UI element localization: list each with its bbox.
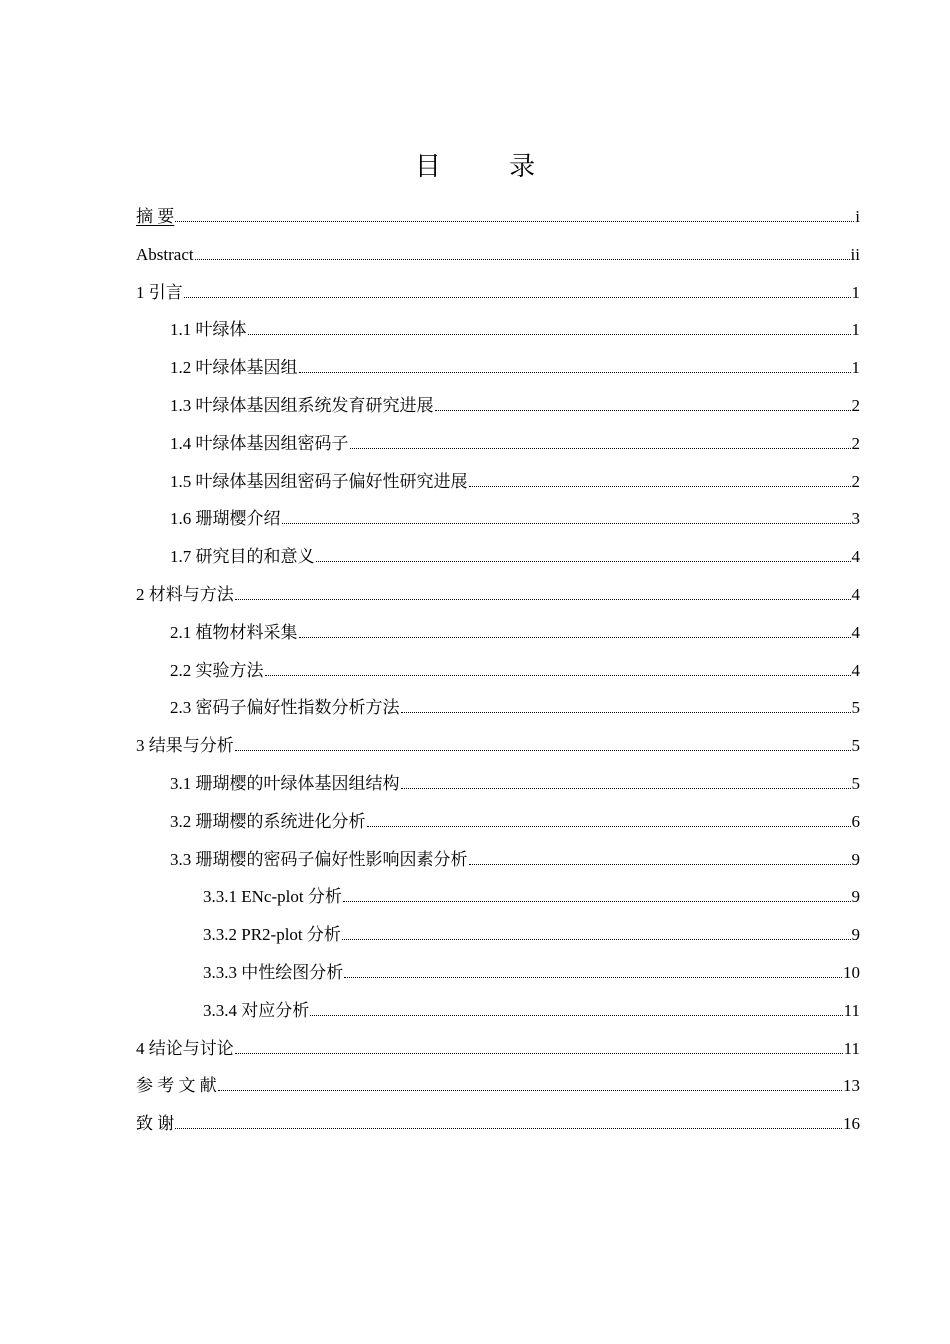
toc-dot-leader xyxy=(265,675,851,676)
toc-entry[interactable] xyxy=(136,1030,860,1068)
toc-dot-leader xyxy=(316,561,851,562)
toc-dot-leader xyxy=(175,1128,842,1129)
toc-dot-leader xyxy=(310,1015,842,1016)
toc-entry-page-number: 3 xyxy=(851,509,860,529)
toc-entry-label: 参 考 文 献 xyxy=(136,1076,217,1096)
toc-entry-page-number: 10 xyxy=(843,962,860,982)
toc-entry[interactable] xyxy=(136,500,860,538)
toc-entry-page-number: 16 xyxy=(843,1114,860,1134)
toc-entry[interactable] xyxy=(136,803,860,841)
toc-entry-page-number: 9 xyxy=(851,849,860,869)
toc-dot-leader xyxy=(343,901,851,902)
toc-entry[interactable] xyxy=(136,576,860,614)
toc-entry-page-number: 5 xyxy=(851,736,860,756)
toc-entry[interactable] xyxy=(136,463,860,501)
toc-dot-leader xyxy=(469,864,851,865)
toc-entry-page-number: ii xyxy=(850,244,860,264)
toc-entry-page-number: 5 xyxy=(851,773,860,793)
toc-entry-page-number: 2 xyxy=(851,471,860,491)
toc-dot-leader xyxy=(401,712,851,713)
toc-entry-label: 2 材料与方法 xyxy=(136,584,234,604)
toc-entry-label: 3.1 珊瑚樱的叶绿体基因组结构 xyxy=(170,773,400,793)
toc-entry-label: Abstract xyxy=(136,244,194,264)
toc-dot-leader xyxy=(469,486,851,487)
toc-dot-leader xyxy=(175,221,854,222)
toc-dot-leader xyxy=(235,599,851,600)
toc-entry-label: 致 谢 xyxy=(136,1114,175,1134)
toc-entry-label: 摘 要 xyxy=(136,207,175,226)
toc-entry-page-number: 9 xyxy=(851,925,860,945)
toc-entry[interactable] xyxy=(136,727,860,765)
toc-entry-label: 3.3.2 PR2-plot 分析 xyxy=(203,925,341,945)
toc-entry-page-number: 4 xyxy=(851,622,860,642)
toc-entry-page-number: 2 xyxy=(851,433,860,453)
toc-entry-page-number: 4 xyxy=(851,584,860,604)
toc-entry[interactable] xyxy=(136,689,860,727)
toc-entry-label: 3.3 珊瑚樱的密码子偏好性影响因素分析 xyxy=(170,849,468,869)
toc-dot-leader xyxy=(344,977,842,978)
toc-entry-page-number: 11 xyxy=(843,1000,860,1020)
toc-entry-label: 1.1 叶绿体 xyxy=(170,320,247,340)
toc-entry-page-number: 4 xyxy=(851,547,860,567)
toc-entry-label: 3.3.4 对应分析 xyxy=(203,1000,310,1020)
toc-entry[interactable] xyxy=(136,387,860,425)
toc-entry-page-number: i xyxy=(855,207,860,226)
toc-entry-label: 1.3 叶绿体基因组系统发育研究进展 xyxy=(170,395,434,415)
toc-dot-leader xyxy=(282,523,851,524)
toc-entry[interactable] xyxy=(136,916,860,954)
toc-entry[interactable] xyxy=(136,878,860,916)
toc-entry[interactable] xyxy=(136,992,860,1030)
toc-entry[interactable] xyxy=(136,1067,860,1105)
toc-entry[interactable] xyxy=(136,954,860,992)
toc-entry[interactable] xyxy=(136,538,860,576)
toc-entry[interactable] xyxy=(136,198,860,236)
toc-entry-label: 1.4 叶绿体基因组密码子 xyxy=(170,433,349,453)
toc-entry-label: 1.7 研究目的和意义 xyxy=(170,547,315,567)
toc-entry-label: 3 结果与分析 xyxy=(136,736,234,756)
toc-title: 目 录 xyxy=(414,152,566,182)
toc-entry-label: 2.2 实验方法 xyxy=(170,660,264,680)
toc-entry-page-number: 9 xyxy=(851,887,860,907)
toc-dot-leader xyxy=(299,637,851,638)
toc-entry[interactable] xyxy=(136,311,860,349)
toc-entry-page-number: 13 xyxy=(843,1076,860,1096)
toc-entry-label: 2.1 植物材料采集 xyxy=(170,622,298,642)
toc-entry-page-number: 1 xyxy=(851,358,860,378)
toc-entry-label: 3.3.3 中性绘图分析 xyxy=(203,962,344,982)
toc-entry[interactable] xyxy=(136,274,860,312)
toc-dot-leader xyxy=(401,788,851,789)
toc-entry[interactable] xyxy=(136,349,860,387)
toc-dot-leader xyxy=(435,410,851,411)
toc-entry-page-number: 1 xyxy=(851,320,860,340)
toc-entry[interactable] xyxy=(136,1105,860,1143)
toc-dot-leader xyxy=(235,1053,843,1054)
toc-entry-page-number: 1 xyxy=(851,282,860,302)
toc-entry-page-number: 2 xyxy=(851,395,860,415)
toc-entry[interactable] xyxy=(136,765,860,803)
toc-entry-label: 2.3 密码子偏好性指数分析方法 xyxy=(170,698,400,718)
toc-entry[interactable] xyxy=(136,652,860,690)
toc-entry[interactable] xyxy=(136,614,860,652)
toc-entry-label: 1.5 叶绿体基因组密码子偏好性研究进展 xyxy=(170,471,468,491)
toc-entry-page-number: 5 xyxy=(851,698,860,718)
toc-entry[interactable] xyxy=(136,425,860,463)
toc-entry-label: 1.2 叶绿体基因组 xyxy=(170,358,298,378)
toc-entry-label: 1.6 珊瑚樱介绍 xyxy=(170,509,281,529)
toc-entry-page-number: 11 xyxy=(843,1038,860,1058)
toc-entry[interactable] xyxy=(136,841,860,879)
toc-dot-leader xyxy=(367,826,851,827)
toc-dot-leader xyxy=(184,297,851,298)
toc-dot-leader xyxy=(342,939,851,940)
toc-dot-leader xyxy=(195,259,850,260)
toc-dot-leader xyxy=(235,750,851,751)
toc-list xyxy=(136,198,860,1143)
toc-entry[interactable] xyxy=(136,236,860,274)
toc-entry-label: 3.3.1 ENc-plot 分析 xyxy=(203,887,342,907)
toc-entry-page-number: 4 xyxy=(851,660,860,680)
toc-dot-leader xyxy=(218,1090,842,1091)
toc-entry-page-number: 6 xyxy=(851,811,860,831)
toc-dot-leader xyxy=(299,372,851,373)
toc-entry-label: 1 引言 xyxy=(136,282,183,302)
toc-entry-label: 4 结论与讨论 xyxy=(136,1038,234,1058)
toc-dot-leader xyxy=(350,448,851,449)
toc-dot-leader xyxy=(248,334,851,335)
toc-entry-label: 3.2 珊瑚樱的系统进化分析 xyxy=(170,811,366,831)
